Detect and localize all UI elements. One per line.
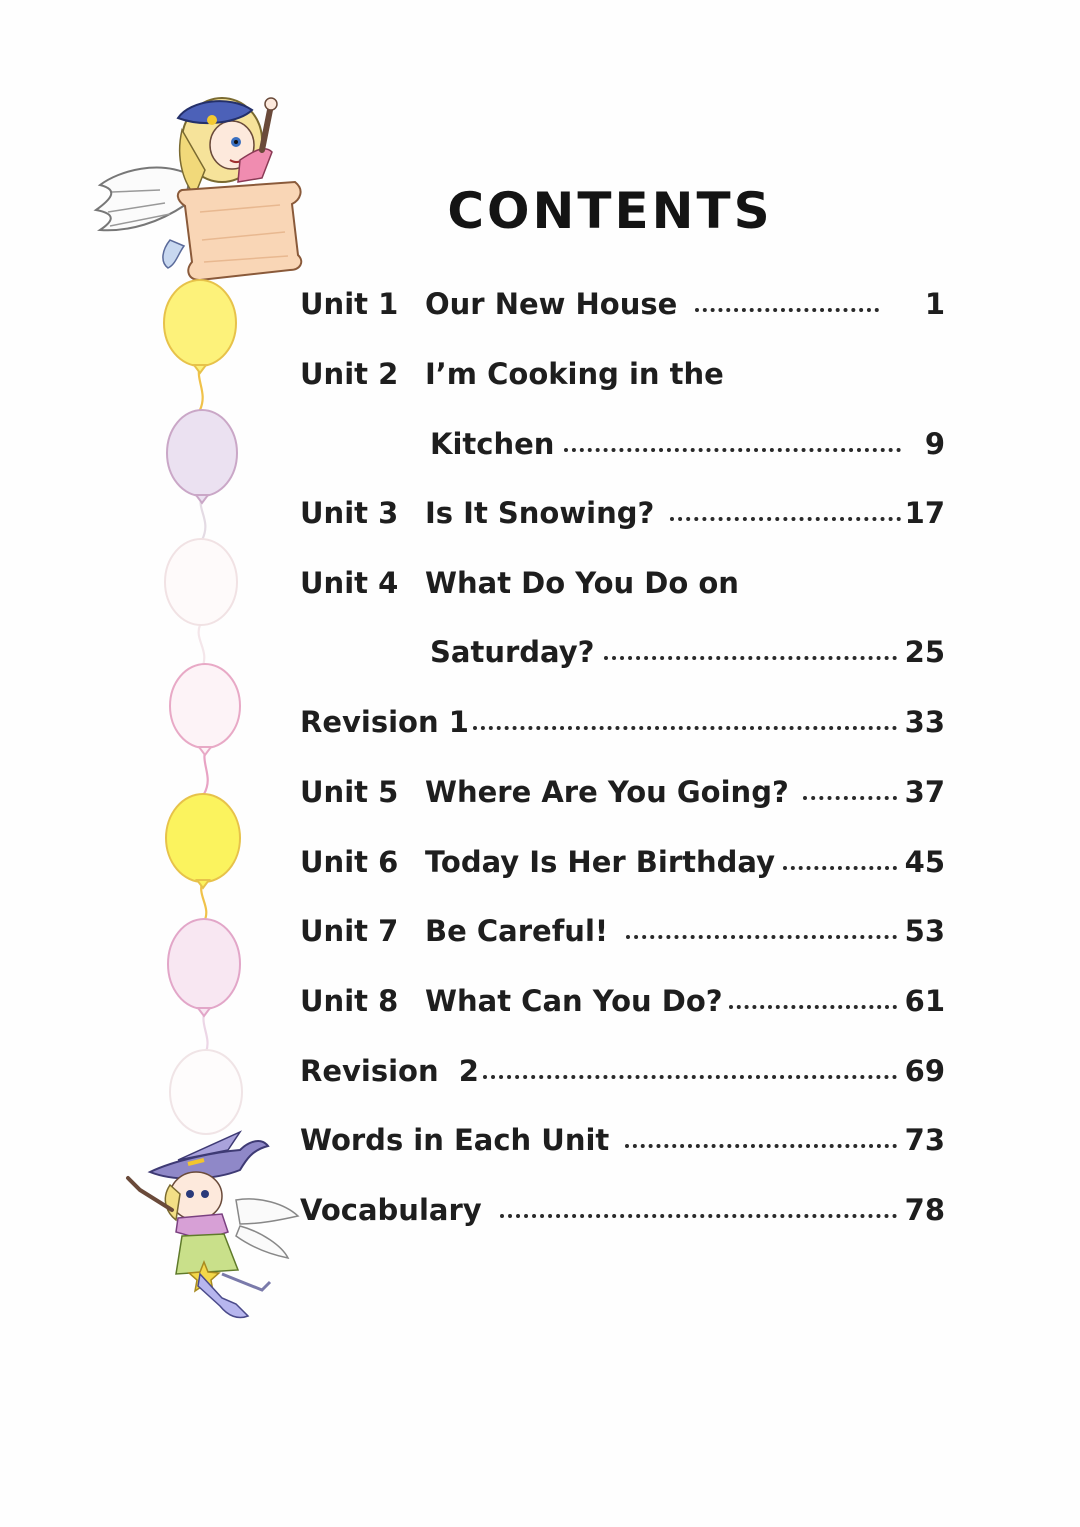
toc-entry-title: What Can You Do?: [425, 984, 723, 1018]
toc-entry-title: Kitchen: [430, 427, 555, 461]
toc-page-number: 37: [904, 775, 945, 809]
toc-entry[interactable]: [300, 979, 945, 1023]
toc-page-number: 1: [924, 287, 945, 321]
toc-entry-title: Saturday?: [430, 635, 595, 669]
toc-entry[interactable]: [300, 1118, 945, 1162]
toc-entry-continuation[interactable]: [430, 422, 945, 466]
toc-entry[interactable]: [300, 840, 945, 884]
toc-page-number: 61: [904, 984, 945, 1018]
toc-entry-title: Where Are You Going?: [425, 775, 789, 809]
toc-unit-label: Unit 8: [300, 984, 399, 1018]
toc-entry[interactable]: [300, 282, 945, 326]
toc-entry-title: Is It Snowing?: [425, 496, 655, 530]
toc-unit-label: Unit 6: [300, 845, 399, 879]
toc-page-number: 33: [904, 705, 945, 739]
toc-page-number: 25: [904, 635, 945, 669]
toc-unit-label: Unit 2: [300, 357, 399, 391]
dot-leader: [803, 796, 897, 800]
toc-entry[interactable]: [300, 491, 945, 535]
toc-entry-title: Revision 1: [300, 705, 469, 739]
dot-leader: [564, 448, 901, 452]
toc-entry[interactable]: [300, 770, 945, 814]
page-title: CONTENTS: [447, 182, 773, 240]
toc-entry-title: I’m Cooking in the: [425, 357, 724, 391]
toc-entry[interactable]: [300, 700, 945, 744]
dot-leader: [783, 866, 897, 870]
dot-leader: [729, 1005, 897, 1009]
toc-unit-label: Unit 3: [300, 496, 399, 530]
toc-page-number: 73: [904, 1123, 945, 1157]
toc-entry-title: Words in Each Unit: [300, 1123, 610, 1157]
toc-unit-label: Unit 5: [300, 775, 399, 809]
toc-entry-continuation[interactable]: [430, 630, 945, 674]
toc-entry-title: Our New House: [425, 287, 678, 321]
dot-leader: [483, 1075, 897, 1079]
toc-entry[interactable]: [300, 1049, 945, 1093]
toc-unit-label: Unit 4: [300, 566, 399, 600]
toc-page-number: 17: [904, 496, 945, 530]
toc-entry-title: Vocabulary: [300, 1193, 482, 1227]
dot-leader: [473, 726, 897, 730]
toc-entry[interactable]: [300, 352, 945, 396]
toc-entry-title: Revision 2: [300, 1054, 479, 1088]
dot-leader: [604, 656, 896, 660]
toc-page-number: 53: [904, 914, 945, 948]
toc-entry-title: What Do You Do on: [425, 566, 739, 600]
toc-page-number: 45: [904, 845, 945, 879]
toc-entry[interactable]: [300, 909, 945, 953]
toc-unit-label: Unit 1: [300, 287, 399, 321]
dot-leader: [626, 935, 897, 939]
toc-entry[interactable]: [300, 1188, 945, 1232]
toc-unit-label: Unit 7: [300, 914, 399, 948]
dot-leader: [625, 1144, 896, 1148]
toc-page-number: 78: [904, 1193, 945, 1227]
toc-page-number: 69: [904, 1054, 945, 1088]
dot-leader: [500, 1214, 897, 1218]
toc-entry-title: Be Careful!: [425, 914, 609, 948]
dot-leader: [670, 517, 900, 521]
toc-entry-title: Today Is Her Birthday: [425, 845, 775, 879]
toc-entry[interactable]: [300, 561, 945, 605]
dot-leader: [695, 308, 879, 312]
toc-page-number: 9: [924, 427, 945, 461]
